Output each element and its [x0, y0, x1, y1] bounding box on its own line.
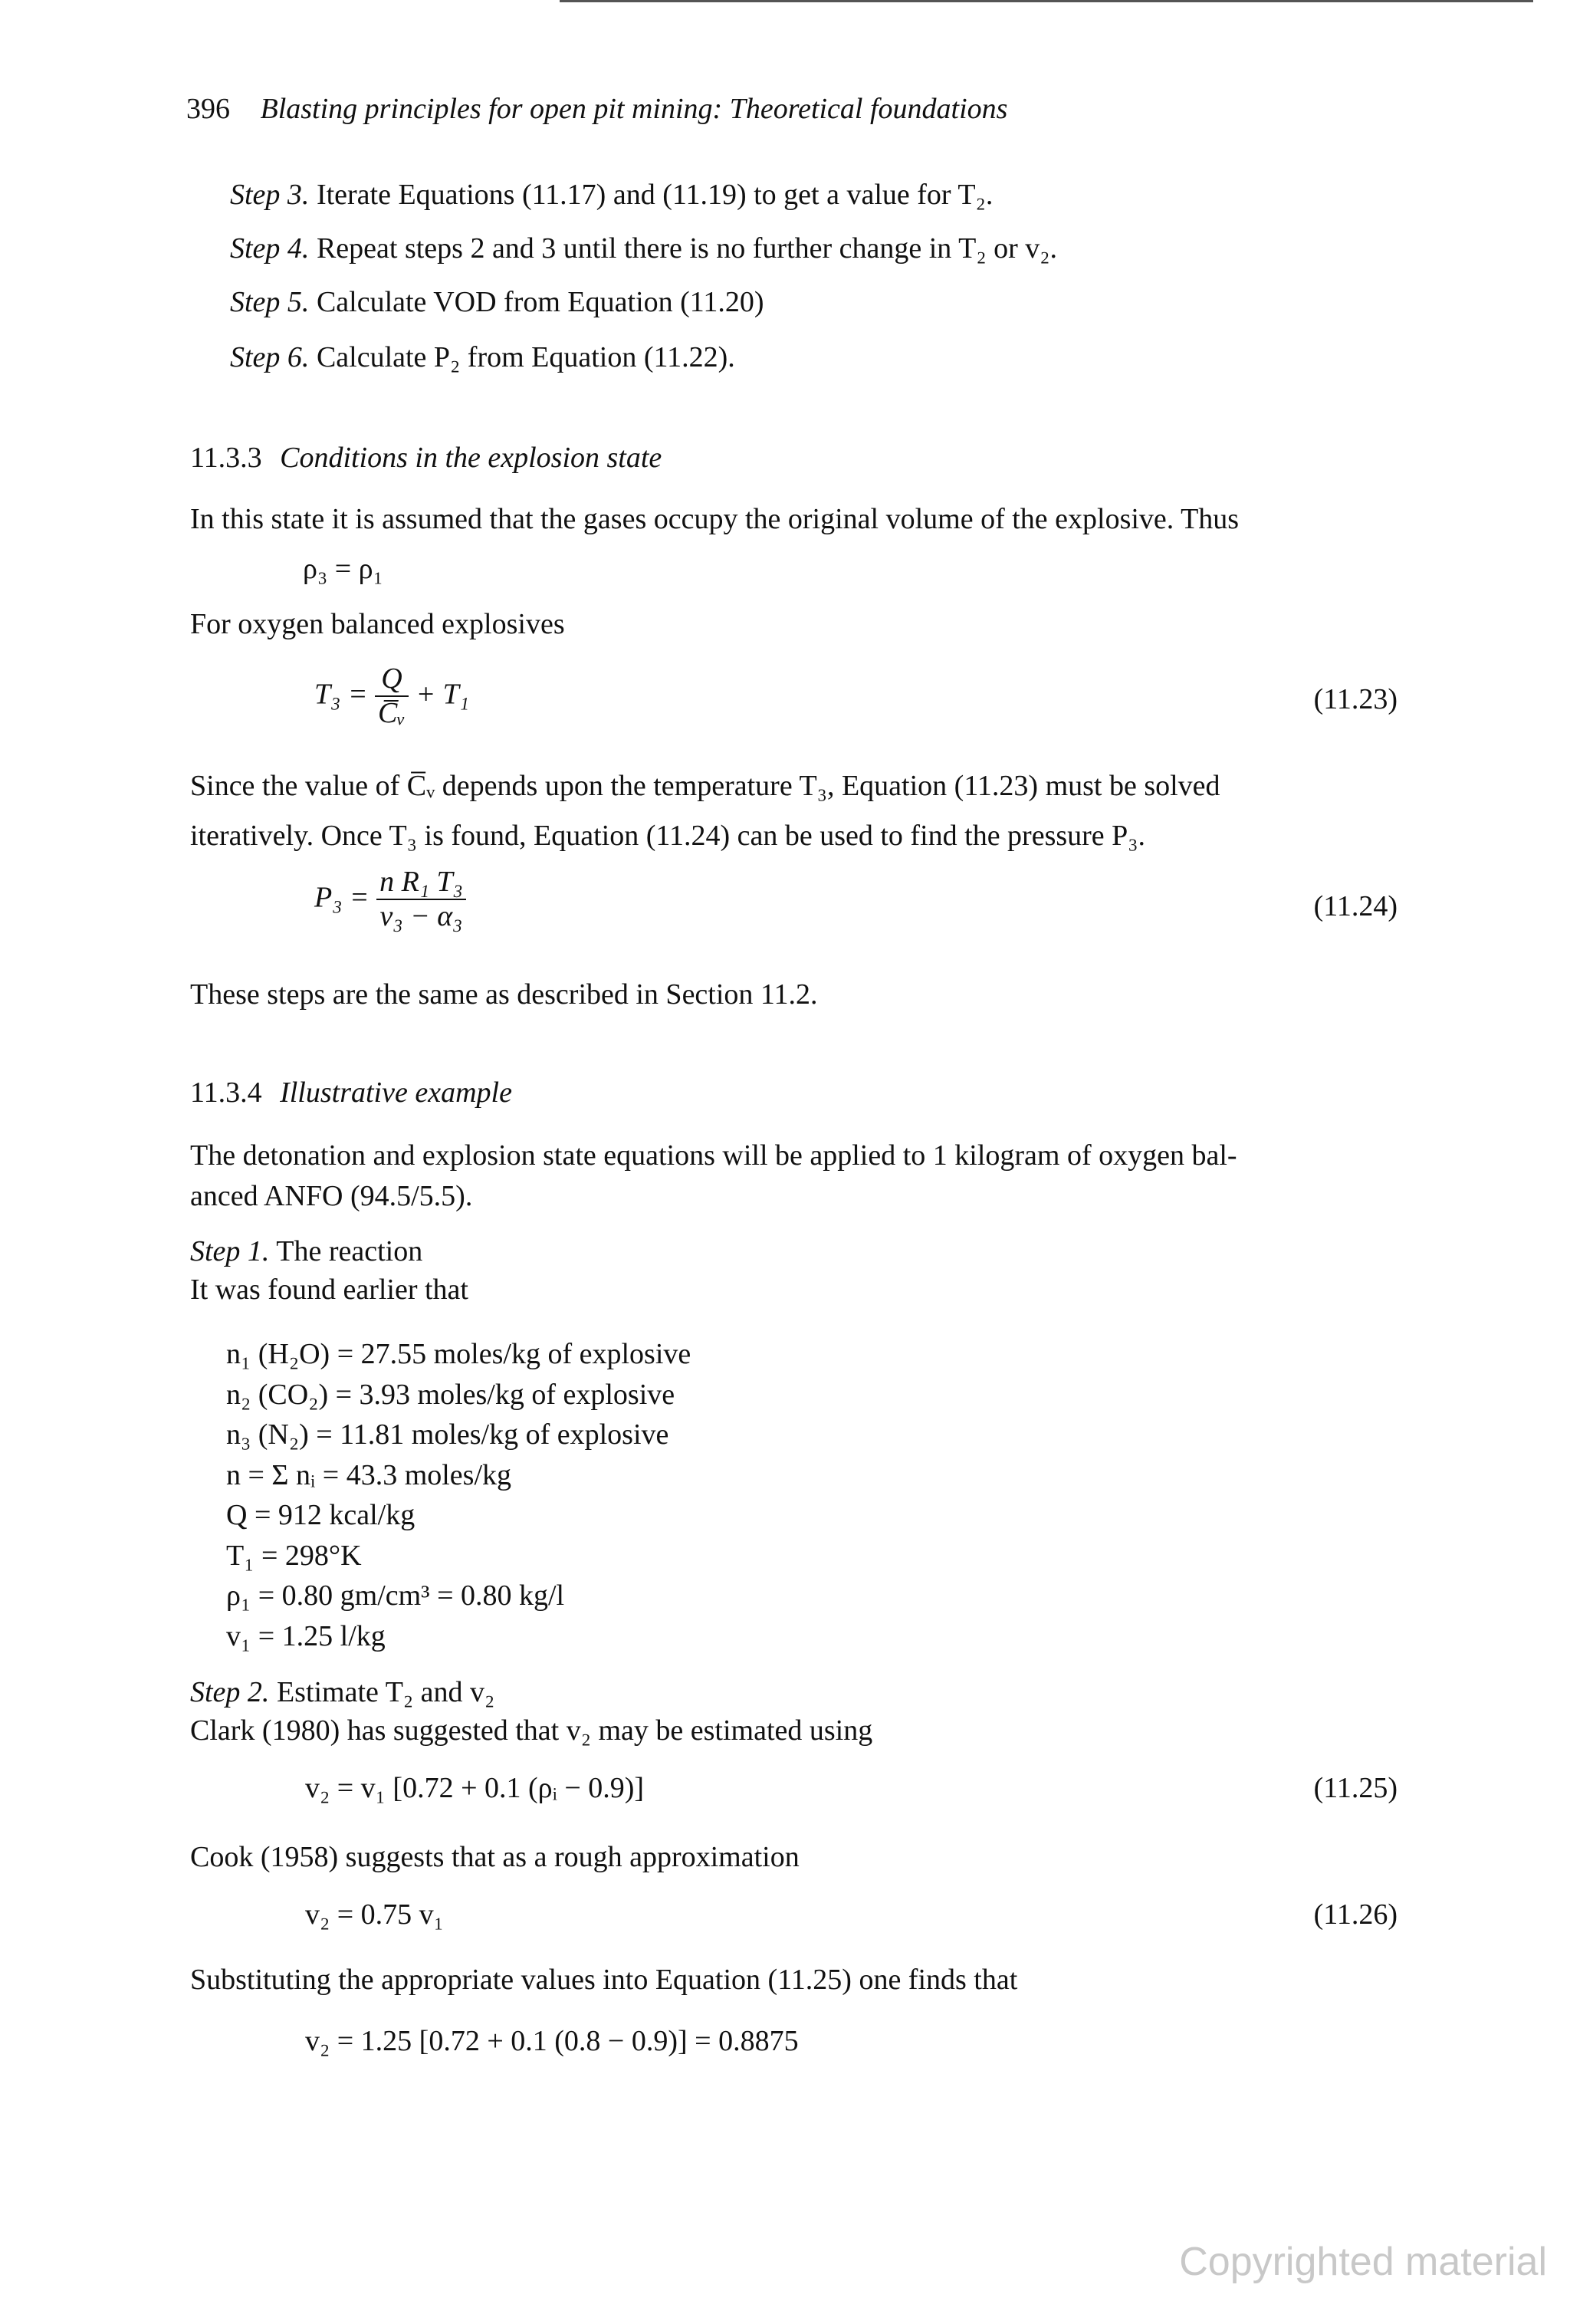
cook-line: Cook (1958) suggests that as a rough approximation	[190, 1841, 800, 1873]
step-text: Iterate Equations (11.17) and (11.19) to get a value for T₂.	[316, 179, 994, 211]
step-text: Repeat steps 2 and 3 until there is no further change in T₂ or v₂.	[316, 232, 1057, 265]
step-text: Calculate P₂ from Equation (11.22).	[316, 341, 735, 373]
value-item: ρ₁ = 0.80 gm/cm³ = 0.80 kg/l	[226, 1579, 565, 1612]
page-number: 396	[186, 93, 230, 125]
eq-lhs: T₃ =	[314, 678, 368, 711]
step-3-line	[230, 178, 993, 212]
value-item: Q = 912 kcal/kg	[226, 1499, 415, 1531]
step-label: Step 2.	[190, 1676, 270, 1708]
eq-denominator: C̅ᵥ	[378, 696, 406, 729]
eq-fraction	[375, 663, 409, 730]
section-number: 11.3.3	[190, 442, 262, 474]
copyright-watermark: Copyrighted material	[1179, 2240, 1547, 2284]
step-1-line	[190, 1234, 422, 1268]
section-title: Conditions in the explosion state	[280, 442, 662, 474]
value-item: v₁ = 1.25 l/kg	[226, 1619, 386, 1652]
equation-number-11-26: (11.26)	[1313, 1898, 1398, 1931]
paragraph-explosion-state: In this state it is assumed that the gases occupy the original volume of the explosive. Thus	[190, 503, 1240, 535]
equation-11-25: v₂ = v₁ [0.72 + 0.1 (ρᵢ − 0.9)]	[305, 1772, 645, 1804]
equation-11-23	[314, 663, 469, 730]
values-list	[226, 1334, 691, 1656]
paragraph-example-line-2: anced ANFO (94.5/5.5).	[190, 1180, 473, 1212]
paragraph-cv-line-1: Since the value of C̅ᵥ depends upon the temperature T₃, Equation (11.23) must be solved	[190, 770, 1220, 802]
eq-lhs: P₃ =	[314, 881, 370, 914]
value-item: n₂ (CO₂) = 3.93 moles/kg of explosive	[226, 1378, 675, 1411]
step-5-line	[230, 285, 764, 319]
equation-number-11-25: (11.25)	[1313, 1772, 1398, 1804]
eq-numerator: Q	[375, 663, 409, 697]
step-6-line	[230, 340, 735, 374]
section-title: Illustrative example	[280, 1077, 512, 1109]
running-title: Blasting principles for open pit mining: Theoretical foundations	[260, 93, 1008, 125]
step-label: Step 5.	[230, 286, 310, 318]
step-label: Step 4.	[230, 232, 310, 265]
eq-fraction	[376, 866, 466, 933]
paragraph-steps-note: These steps are the same as described in Section 11.2.	[190, 978, 818, 1011]
page-header	[186, 92, 1007, 126]
step-text: The reaction	[276, 1235, 423, 1267]
substituting-line: Substituting the appropriate values into Equation (11.25) one finds that	[190, 1964, 1018, 1996]
section-heading-11-3-3	[190, 441, 662, 475]
paragraph-oxygen: For oxygen balanced explosives	[190, 608, 565, 640]
value-item: n = Σ nᵢ = 43.3 moles/kg	[226, 1458, 512, 1491]
equation-11-26: v₂ = 0.75 v₁	[305, 1898, 444, 1931]
equation-11-24	[314, 866, 466, 933]
equation-number-11-23: (11.23)	[1313, 683, 1398, 715]
paragraph-example-line-1: The detonation and explosion state equations will be applied to 1 kilogram of oxygen bal-	[190, 1139, 1237, 1172]
equation-rho: ρ₃ = ρ₁	[303, 553, 383, 585]
top-border-line	[560, 0, 1533, 2]
eq-numerator: n R₁ T₃	[376, 866, 466, 900]
section-heading-11-3-4	[190, 1076, 512, 1109]
value-item: T₁ = 298°K	[226, 1539, 362, 1572]
step-2-line	[190, 1675, 494, 1709]
step-text: Calculate VOD from Equation (11.20)	[316, 286, 764, 318]
step-label: Step 1.	[190, 1235, 270, 1267]
section-number: 11.3.4	[190, 1077, 262, 1109]
step-text: Estimate T₂ and v₂	[276, 1676, 495, 1708]
value-item: n₃ (N₂) = 11.81 moles/kg of explosive	[226, 1418, 669, 1451]
value-item: n₁ (H₂O) = 27.55 moles/kg of explosive	[226, 1338, 691, 1370]
eq-rhs: + T₁	[415, 678, 469, 711]
step-4-line	[230, 232, 1057, 265]
result-equation: v₂ = 1.25 [0.72 + 0.1 (0.8 − 0.9)] = 0.8875	[305, 2025, 799, 2057]
step-label: Step 6.	[230, 341, 310, 373]
paragraph-cv-line-2: iteratively. Once T₃ is found, Equation (11.24) can be used to find the pressure P₃.	[190, 820, 1146, 852]
equation-number-11-24: (11.24)	[1313, 890, 1398, 922]
step-label: Step 3.	[230, 179, 310, 211]
found-earlier-line: It was found earlier that	[190, 1274, 468, 1306]
clark-line: Clark (1980) has suggested that v₂ may be estimated using	[190, 1714, 873, 1747]
eq-denominator: v₃ − α₃	[379, 899, 463, 932]
